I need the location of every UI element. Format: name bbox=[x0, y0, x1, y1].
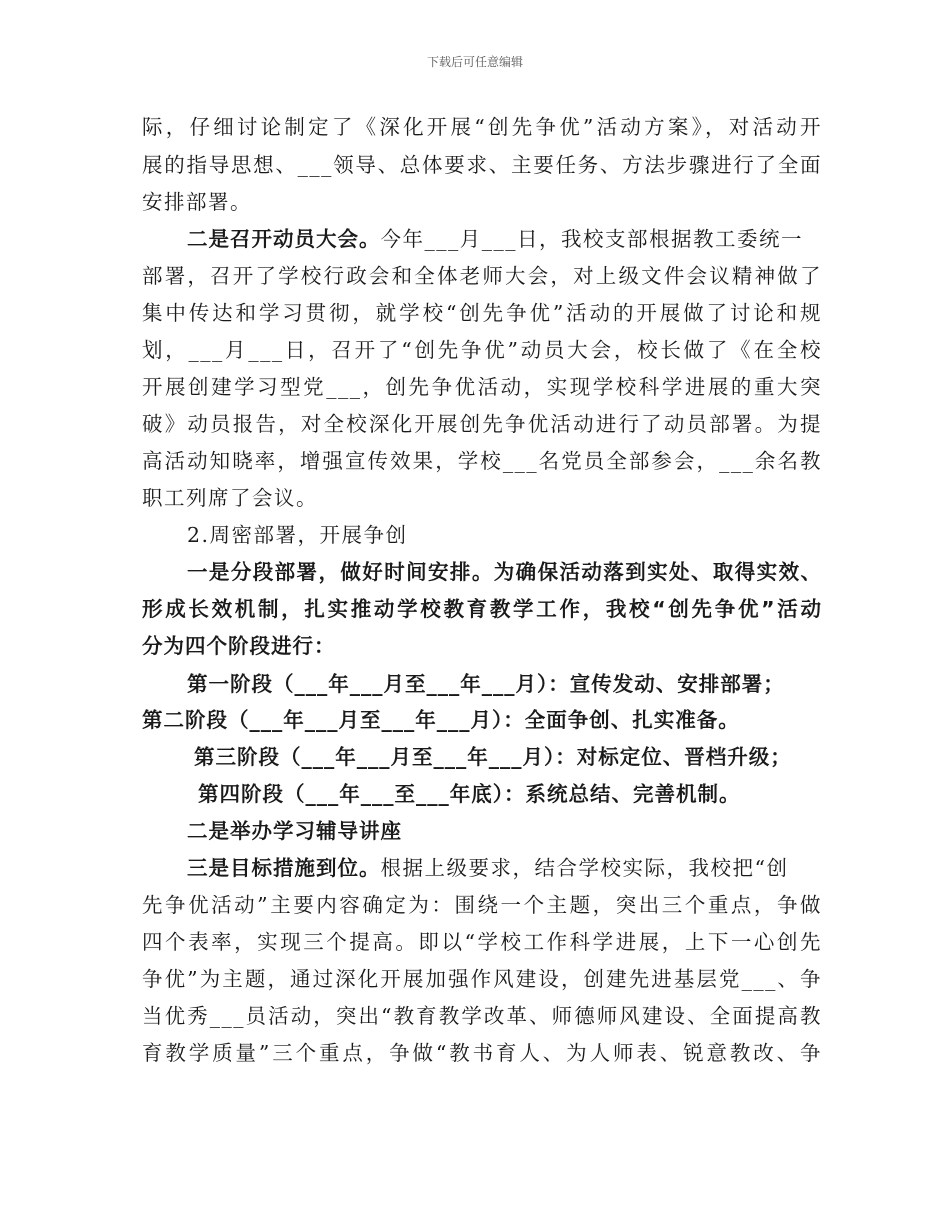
paragraph-line: 四个表率，实现三个提高。即以“学校工作科学进展，上下一心创先 bbox=[142, 930, 822, 954]
paragraph-line: 部署，召开了学校行政会和全体老师大会，对上级文件会议精神做了 bbox=[142, 264, 822, 288]
section-heading: 二是举办学习辅导讲座 bbox=[187, 819, 402, 843]
paragraph-line: 展的指导思想、___领导、总体要求、主要任务、方法步骤进行了全面 bbox=[142, 153, 822, 177]
paragraph-text: 今年___月___日，我校支部根据教工委统一 bbox=[380, 227, 803, 251]
paragraph-text: 根据上级要求，结合学校实际，我校把“创 bbox=[380, 856, 789, 880]
paragraph-first-line bbox=[187, 854, 822, 882]
paragraph-line: 安排部署。 bbox=[142, 190, 252, 214]
section-heading: 2.周密部署，开展争创 bbox=[187, 523, 408, 547]
paragraph-line: 先争优活动”主要内容确定为：围绕一个主题，突出三个重点，争做 bbox=[142, 893, 822, 917]
paragraph-lead: 三是目标措施到位。 bbox=[187, 856, 381, 880]
paragraph-first-line bbox=[187, 225, 822, 253]
stage-line: 第二阶段（___年___月至___年___月）：全面争创、扎实准备。 bbox=[142, 708, 740, 732]
paragraph-line: 高活动知晓率，增强宣传效果，学校___名党员全部参会，___余名教 bbox=[142, 449, 822, 473]
paragraph-line: 际，仔细讨论制定了《深化开展“创先争优”活动方案》，对活动开 bbox=[142, 115, 822, 139]
paragraph-line: 职工列席了会议。 bbox=[142, 486, 318, 510]
stage-line: 第三阶段（___年___月至___年___月）：对标定位、晋档升级； bbox=[194, 745, 792, 769]
stage-line: 第一阶段（___年___月至___年___月）：宣传发动、安排部署； bbox=[187, 672, 785, 696]
paragraph-line: 分为四个阶段进行： bbox=[142, 634, 336, 658]
paragraph-line: 破》动员报告，对全校深化开展创先争优活动进行了动员部署。为提 bbox=[142, 412, 822, 436]
paragraph-lead: 二是召开动员大会。 bbox=[187, 227, 381, 251]
paragraph-line: 开展创建学习型党___，创先争优活动，实现学校科学进展的重大突 bbox=[142, 375, 822, 399]
paragraph-line: 争优”为主题，通过深化开展加强作风建设，创建先进基层党___、争 bbox=[142, 967, 822, 991]
paragraph-line: 形成长效机制，扎实推动学校教育教学工作，我校“创先争优”活动 bbox=[142, 597, 822, 621]
paragraph-line: 育教学质量”三个重点，争做“教书育人、为人师表、锐意教改、争 bbox=[142, 1041, 822, 1065]
paragraph-line: 划，___月___日，召开了“创先争优”动员大会，校长做了《在全校 bbox=[142, 338, 822, 362]
paragraph-line: 当优秀___员活动，突出“教育教学改革、师德师风建设、全面提高教 bbox=[142, 1004, 822, 1028]
stage-line: 第四阶段（___年___至___年底）：系统总结、完善机制。 bbox=[198, 782, 741, 806]
page-header: 下载后可任意编辑 bbox=[426, 55, 523, 69]
paragraph-line: 一是分段部署，做好时间安排。为确保活动落到实处、取得实效、 bbox=[187, 560, 822, 584]
paragraph-line: 集中传达和学习贯彻，就学校“创先争优”活动的开展做了讨论和规 bbox=[142, 301, 822, 325]
